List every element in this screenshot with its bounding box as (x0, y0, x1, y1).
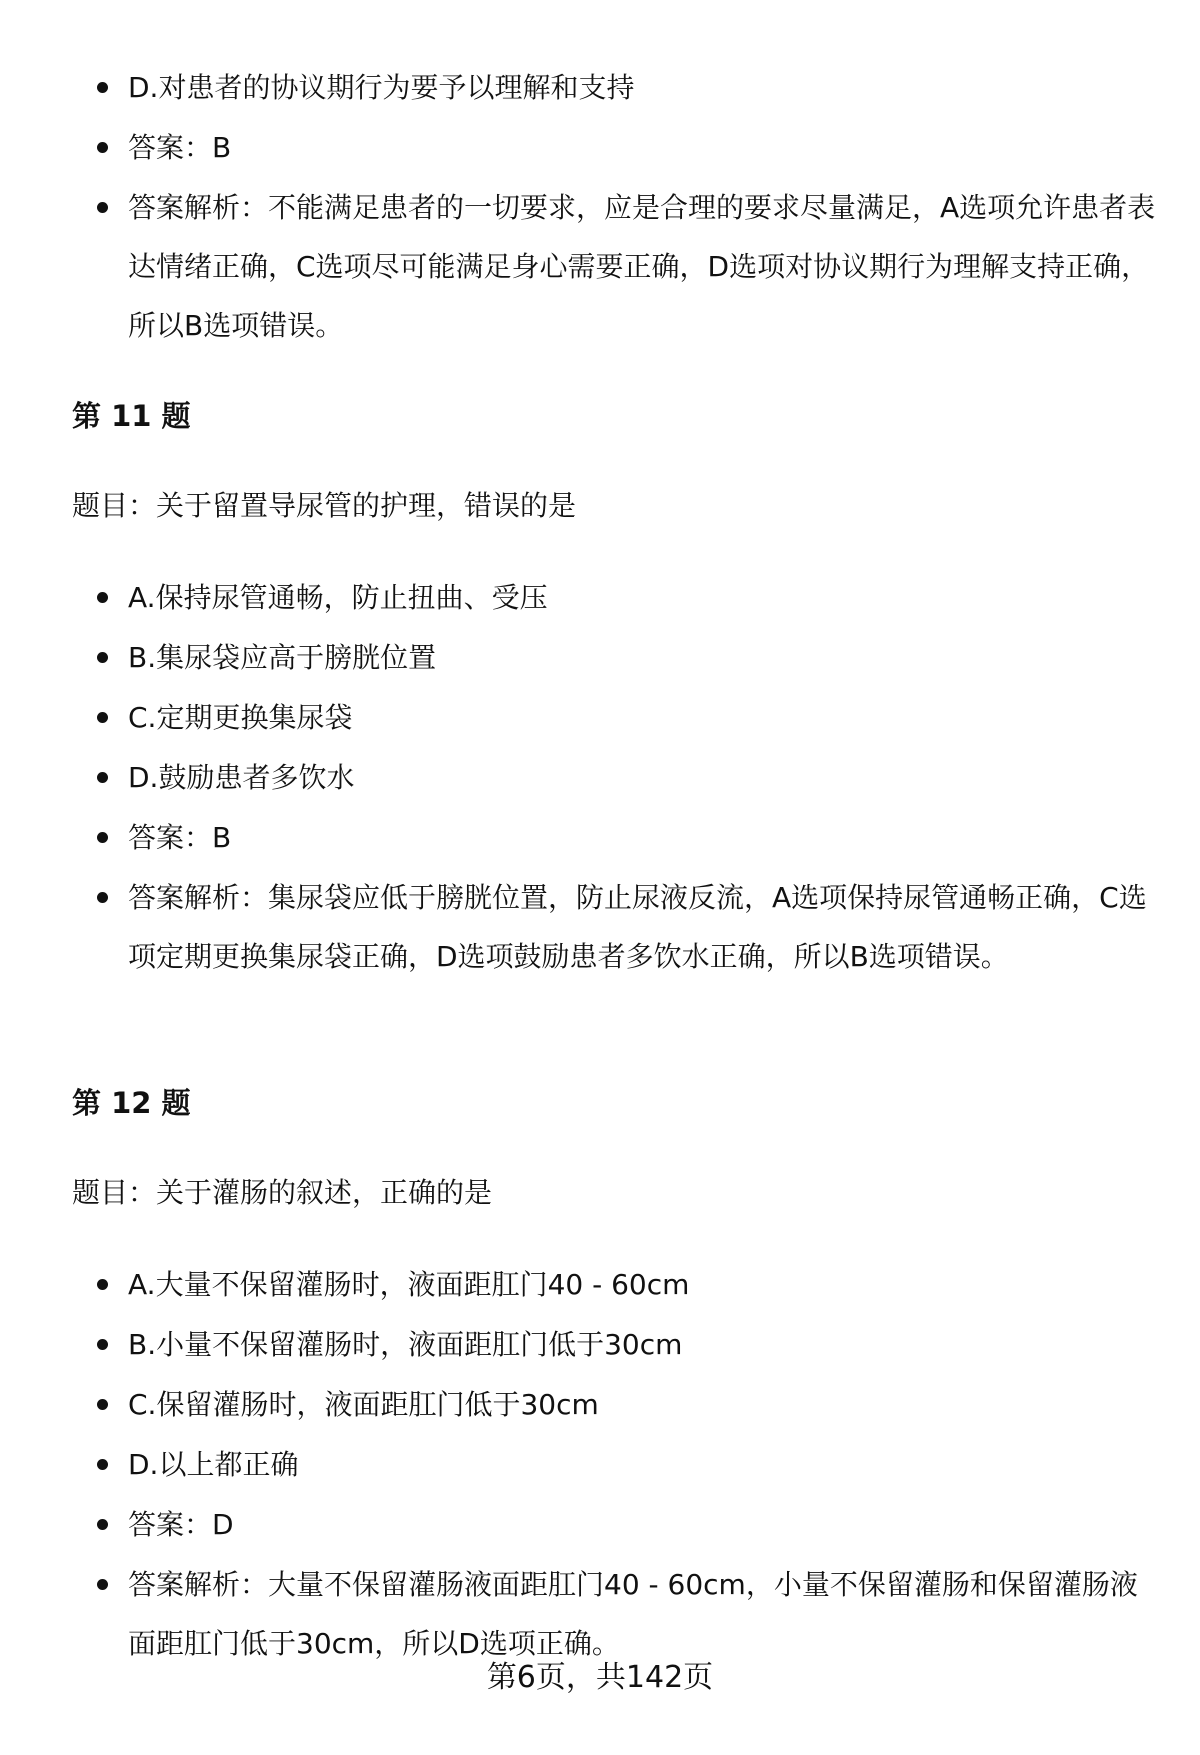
bullet (97, 892, 108, 903)
option-c: C.保留灌肠时，液面距肛门低于30cm (128, 1388, 599, 1421)
option-a: A.保持尿管通畅，防止扭曲、受压 (128, 581, 548, 614)
question-11-heading: 第 11 题 (72, 399, 191, 433)
answer-explanation: 答案解析：大量不保留灌肠液面距肛门40 - 60cm，小量不保留灌肠和保留灌肠液面距肛门低于30cm，所以D选项正确。 (128, 1568, 1138, 1660)
question-12-text: 题目：关于灌肠的叙述，正确的是 (72, 1176, 493, 1209)
bullet (97, 1519, 108, 1530)
answer: 答案：B (128, 131, 232, 164)
answer-explanation: 答案解析：集尿袋应低于膀胱位置，防止尿液反流，A选项保持尿管通畅正确，C选项定期更换集尿袋正确，D选项鼓励患者多饮水正确，所以B选项错误。 (128, 881, 1147, 973)
answer: 答案：D (128, 1508, 234, 1541)
answer-explanation: 答案解析：不能满足患者的一切要求，应是合理的要求尽量满足，A选项允许患者表达情绪正确，C选项尽可能满足身心需要正确，D选项对协议期行为理解支持正确，所以B选项错误。 (128, 191, 1156, 342)
bullet (97, 772, 108, 783)
page-number: 第6页，共142页 (486, 1660, 714, 1695)
bullet (97, 1459, 108, 1470)
question-12-heading: 第 12 题 (72, 1086, 191, 1120)
option-c: C.定期更换集尿袋 (128, 701, 353, 734)
option-d: D.鼓励患者多饮水 (128, 761, 355, 794)
question-11-text: 题目：关于留置导尿管的护理，错误的是 (72, 489, 577, 522)
bullet (97, 832, 108, 843)
bullet (97, 1279, 108, 1290)
bullet (97, 652, 108, 663)
option-b: B.小量不保留灌肠时，液面距肛门低于30cm (128, 1328, 683, 1361)
bullet (97, 1579, 108, 1590)
answer: 答案：B (128, 821, 232, 854)
option-d: D.对患者的协议期行为要予以理解和支持 (128, 71, 635, 104)
bullet (97, 142, 108, 153)
bullet (97, 592, 108, 603)
bullet (97, 202, 108, 213)
option-d: D.以上都正确 (128, 1448, 299, 1481)
option-b: B.集尿袋应高于膀胱位置 (128, 641, 437, 674)
bullet (97, 1339, 108, 1350)
option-a: A.大量不保留灌肠时，液面距肛门40 - 60cm (128, 1268, 690, 1301)
bullet (97, 1399, 108, 1410)
bullet (97, 712, 108, 723)
bullet (97, 82, 108, 93)
